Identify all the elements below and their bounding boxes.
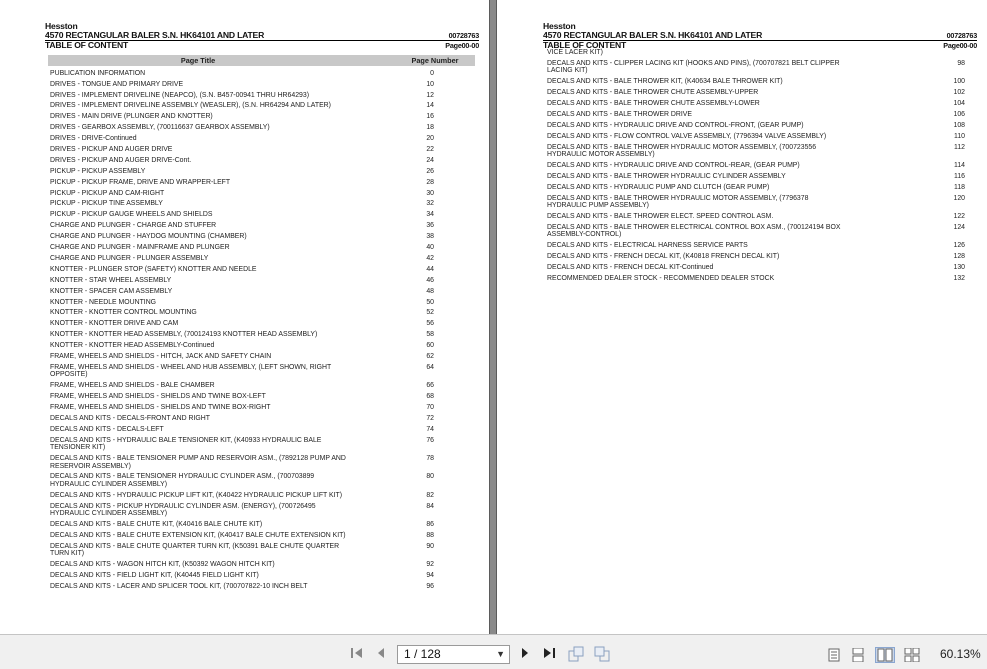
toc-entry-title: DECALS AND KITS - BALE THROWER HYDRAULIC MOTOR ASSEMBLY, (700723556 HYDRAULIC MOTOR ASSEMBLY)	[547, 143, 817, 159]
toc-entry[interactable]	[547, 222, 973, 240]
toc-entry-page-number: 40	[426, 244, 434, 252]
toc-entry[interactable]	[50, 253, 476, 264]
toc-entry-page-number: 22	[426, 146, 434, 154]
toc-entry-page-number: 78	[426, 455, 434, 463]
first-page-icon[interactable]	[350, 646, 364, 662]
two-page-view-icon[interactable]	[875, 647, 895, 663]
toc-entry-title: DECALS AND KITS - DECALS-FRONT AND RIGHT	[50, 414, 210, 422]
toc-entry-title: DECALS AND KITS - CLIPPER LACING KIT (HOOKS AND PINS), (700707821 BELT CLIPPER LACING KIT)	[547, 59, 840, 75]
toc-entry-page-number: 26	[426, 167, 434, 175]
toc-entry-title: DECALS AND KITS - BALE THROWER ELECTRICAL CONTROL BOX ASM., (700124194 BOX ASSEMBLY-CONTROL)	[547, 223, 841, 239]
toc-entry-page-number: 32	[426, 200, 434, 208]
toc-entry[interactable]	[50, 199, 476, 210]
toc-entry[interactable]	[50, 144, 476, 155]
toc-entry-page-number: 124	[953, 223, 965, 231]
table-header	[48, 55, 475, 66]
toc-entry-title: KNOTTER - KNOTTER HEAD ASSEMBLY, (700124193 KNOTTER HEAD ASSEMBLY)	[50, 331, 318, 339]
toc-entry[interactable]	[50, 220, 476, 231]
toc-entry-page-number: 130	[953, 264, 965, 272]
toc-entry-title: DECALS AND KITS - BALE TENSIONER PUMP AND RESERVOIR ASM., (7892128 PUMP AND RESERVOIR ASSEMBLY)	[50, 455, 346, 470]
toc-entry-page-number: 76	[426, 436, 434, 444]
toc-entry-page-number: 16	[426, 113, 434, 121]
toc-entry[interactable]	[50, 560, 476, 571]
toc-entry[interactable]	[547, 131, 973, 142]
toc-entry[interactable]	[547, 211, 973, 222]
rotate-right-icon[interactable]	[594, 646, 611, 664]
toc-entry-page-number: 80	[426, 473, 434, 481]
toc-entry[interactable]	[50, 472, 476, 490]
toc-entry[interactable]	[50, 402, 476, 413]
document-title: 4570 RECTANGULAR BALER S.N. HK64101 AND LATER	[543, 30, 763, 40]
toc-entry-title: FRAME, WHEELS AND SHIELDS - HITCH, JACK AND SAFETY CHAIN	[50, 352, 272, 360]
toc-entry[interactable]	[50, 340, 476, 351]
toc-entry-page-number: 120	[953, 194, 965, 202]
toc-entry-page-number: 72	[426, 414, 434, 422]
toc-entry[interactable]	[50, 166, 476, 177]
toc-entry[interactable]	[50, 329, 476, 340]
zoom-level[interactable]: 60.13%	[940, 647, 981, 661]
toc-entry-page-number: 112	[954, 143, 965, 151]
toc-entry[interactable]	[547, 98, 973, 109]
toc-entry-page-number: 122	[953, 213, 965, 221]
page-reference: Page00-00	[445, 41, 479, 50]
toc-entry[interactable]	[50, 188, 476, 199]
toc-entry[interactable]	[547, 171, 973, 182]
toc-entry-page-number: 36	[426, 222, 434, 230]
toc-entry-title: FRAME, WHEELS AND SHIELDS - SHIELDS AND TWINE BOX-RIGHT	[50, 404, 271, 412]
toc-entry-title: KNOTTER - KNOTTER HEAD ASSEMBLY-Continued	[50, 342, 215, 350]
toc-entry-page-number: 74	[426, 425, 434, 433]
toc-entry-page-number: 0	[430, 69, 434, 77]
toc-entry-title: DECALS AND KITS - BALE THROWER DRIVE	[547, 110, 692, 118]
toc-entry-title: DRIVES - MAIN DRIVE (PLUNGER AND KNOTTER)	[50, 113, 213, 121]
brand-name: Hesston	[543, 21, 576, 31]
single-page-view-icon[interactable]	[828, 648, 840, 662]
toc-entry-page-number: 98	[957, 59, 965, 67]
toc-entry-title: FRAME, WHEELS AND SHIELDS - WHEEL AND HUB ASSEMBLY, (LEFT SHOWN, RIGHT OPPOSITE)	[50, 363, 332, 379]
page-number-select[interactable]	[397, 645, 510, 664]
toc-entry-title: CHARGE AND PLUNGER - HAYDOG MOUNTING (CHAMBER)	[50, 233, 247, 241]
toc-entry-title: DECALS AND KITS - FIELD LIGHT KIT, (K40445 FIELD LIGHT KIT)	[50, 572, 259, 580]
toc-entry-page-number: 52	[426, 309, 434, 317]
toc-entry-page-number: 104	[953, 100, 965, 108]
toc-entry-page-number: 38	[426, 233, 434, 241]
toc-entry-page-number: 100	[953, 78, 965, 86]
toc-entry[interactable]	[50, 453, 476, 471]
toc-entry-page-number: 90	[426, 542, 434, 550]
toc-entry-title: DECALS AND KITS - LACER AND SPLICER TOOL KIT, (700707822-10 INCH BELT	[50, 583, 308, 591]
toc-entry[interactable]	[50, 351, 476, 362]
toc-entry[interactable]	[50, 177, 476, 188]
toc-entry[interactable]	[547, 251, 973, 262]
toc-entry-title: DECALS AND KITS - HYDRAULIC PICKUP LIFT KIT, (K40422 HYDRAULIC PICKUP LIFT KIT)	[50, 491, 343, 499]
toc-entry-title: DECALS AND KITS - WAGON HITCH KIT, (K50392 WAGON HITCH KIT)	[50, 561, 275, 569]
toc-entry-title: DECALS AND KITS - BALE CHUTE QUARTER TURN KIT, (K50391 BALE CHUTE QUARTER TURN KIT)	[50, 542, 340, 558]
toc-entry[interactable]	[50, 362, 476, 380]
toc-entry-title: RECOMMENDED DEALER STOCK - RECOMMENDED DEALER STOCK	[547, 275, 775, 283]
toc-entry[interactable]	[50, 210, 476, 221]
toc-entry-title: CHARGE AND PLUNGER - MAINFRAME AND PLUNGER	[50, 244, 230, 252]
toc-entry-title: DRIVES - IMPLEMENT DRIVELINE ASSEMBLY (WEASLER), (S.N. HR64294 AND LATER)	[50, 102, 331, 110]
toc-entry-page-number: 92	[426, 561, 434, 569]
toc-entry[interactable]	[50, 413, 476, 424]
toc-entry[interactable]	[547, 273, 973, 284]
toc-entry-page-number: 110	[954, 132, 965, 140]
toc-entry-title: DECALS AND KITS - HYDRAULIC BALE TENSIONER KIT, (K40933 HYDRAULIC BALE TENSIONER KIT)	[50, 436, 322, 452]
toc-entry-title: DECALS AND KITS - BALE THROWER HYDRAULIC MOTOR ASSEMBLY, (7796378 HYDRAULIC PUMP ASSEMBLY)	[547, 194, 809, 210]
toc-entry-page-number: 56	[426, 320, 434, 328]
toc-entry[interactable]	[50, 424, 476, 435]
toc-entry-page-number: 24	[426, 156, 434, 164]
toc-entry[interactable]	[50, 122, 476, 133]
toc-entry-page-number: 64	[426, 363, 434, 371]
toc-entry[interactable]	[50, 380, 476, 391]
toc-entry-page-number: 128	[953, 253, 965, 261]
toc-entry-title: DRIVES - PICKUP AND AUGER DRIVE	[50, 146, 173, 154]
toc-entry-page-number: 48	[426, 287, 434, 295]
document-code: 00728763	[448, 31, 479, 40]
toc-entry[interactable]	[547, 241, 973, 252]
toc-entry[interactable]	[50, 530, 476, 541]
toc-entry-title: PUBLICATION INFORMATION	[50, 69, 146, 77]
document-code: 00728763	[946, 31, 977, 40]
document-page-right	[497, 0, 987, 634]
toc-entry-page-number: 14	[426, 102, 434, 110]
toc-entry-title: DECALS AND KITS - FLOW CONTROL VALVE ASSEMBLY, (7796394 VALVE ASSEMBLY)	[547, 132, 827, 140]
toc-entry-title: KNOTTER - SPACER CAM ASSEMBLY	[50, 287, 173, 295]
toc-entry-title: PICKUP - PICKUP GAUGE WHEELS AND SHIELDS	[50, 211, 213, 219]
toc-entry-title: DRIVES - IMPLEMENT DRIVELINE (NEAPCO), (S.N. B457-00941 THRU HR64293)	[50, 91, 309, 99]
toc-entry[interactable]	[50, 490, 476, 501]
toc-entry-page-number: 34	[426, 211, 434, 219]
toc-entry-title: DECALS AND KITS - BALE CHUTE EXTENSION KIT, (K40417 BALE CHUTE EXTENSION KIT)	[50, 532, 346, 540]
chevron-down-icon: ▼	[496, 649, 505, 659]
toc-entry-title: DECALS AND KITS - HYDRAULIC DRIVE AND CONTROL-REAR, (GEAR PUMP)	[547, 162, 800, 170]
rotate-left-icon[interactable]	[568, 646, 585, 664]
toc-entry[interactable]	[50, 286, 476, 297]
document-title: 4570 RECTANGULAR BALER S.N. HK64101 AND LATER	[45, 30, 265, 40]
toc-entry-title: DECALS AND KITS - HYDRAULIC PUMP AND CLUTCH (GEAR PUMP)	[547, 183, 770, 191]
toc-entry[interactable]	[50, 275, 476, 286]
toc-entry-carryover	[547, 49, 973, 58]
toc-entry-page-number: 28	[426, 178, 434, 186]
toc-entry-title: PICKUP - PICKUP FRAME, DRIVE AND WRAPPER-LEFT	[50, 178, 231, 186]
toc-entry-title: DECALS AND KITS - FRENCH DECAL KIT-Continued	[547, 264, 714, 272]
toc-entry-page-number: 30	[426, 189, 434, 197]
toc-entry-page-number: 60	[426, 342, 434, 350]
last-page-icon[interactable]	[542, 646, 556, 662]
toc-entry-page-number: 10	[426, 80, 434, 88]
toc-entry-title: KNOTTER - NEEDLE MOUNTING	[50, 298, 157, 306]
toc-entry[interactable]	[547, 193, 973, 211]
toc-entry-title: DECALS AND KITS - FRENCH DECAL KIT, (K40818 FRENCH DECAL KIT)	[547, 253, 780, 261]
toc-entry-page-number: 88	[426, 532, 434, 540]
toc-entry-page-number: 12	[426, 91, 434, 99]
toc-entry-page-number: 18	[426, 124, 434, 132]
toc-entry-title: DECALS AND KITS - DECALS-LEFT	[50, 425, 164, 433]
toc-entry[interactable]	[547, 142, 973, 160]
toc-entry-page-number: 70	[426, 404, 434, 412]
toc-entry-page-number: 114	[954, 162, 965, 170]
toc-entry-page-number: 46	[426, 276, 434, 284]
toc-entry[interactable]	[50, 101, 476, 112]
brand-name: Hesston	[45, 21, 78, 31]
document-page-left	[0, 0, 489, 634]
toc-entry[interactable]	[50, 133, 476, 144]
toc-entry-page-number: 82	[426, 491, 434, 499]
toc-entry-title: DECALS AND KITS - BALE THROWER CHUTE ASSEMBLY-UPPER	[547, 89, 759, 97]
toc-entry-page-number: 84	[426, 502, 434, 510]
toc-entry-title: DRIVES - GEARBOX ASSEMBLY, (700116637 GEARBOX ASSEMBLY)	[50, 124, 270, 132]
toc-entry-title: DRIVES - TONGUE AND PRIMARY DRIVE	[50, 80, 184, 88]
toc-list-right	[547, 49, 973, 284]
continuous-view-icon[interactable]	[852, 648, 864, 662]
toc-entry-page-number: 96	[426, 583, 434, 591]
toc-entry[interactable]	[50, 242, 476, 253]
toc-entry[interactable]	[50, 68, 476, 79]
toc-entry-title: DRIVES - PICKUP AND AUGER DRIVE-Cont.	[50, 156, 192, 164]
toc-entry[interactable]	[50, 435, 476, 453]
toc-entry-title: DECALS AND KITS - PICKUP HYDRAULIC CYLINDER ASM. (ENERGY), (700726495 HYDRAULIC CYLINDER ASSEMBLY)	[50, 502, 316, 518]
toc-entry-page-number: 44	[426, 265, 434, 273]
toc-entry[interactable]	[50, 308, 476, 319]
toc-entry-title: PICKUP - PICKUP ASSEMBLY	[50, 167, 146, 175]
toc-heading: TABLE OF CONTENT	[45, 40, 129, 50]
toc-entry-title: DECALS AND KITS - HYDRAULIC DRIVE AND CONTROL-FRONT, (GEAR PUMP)	[547, 121, 804, 129]
toc-entry[interactable]	[50, 541, 476, 559]
toc-entry-title: PICKUP - PICKUP TINE ASSEMBLY	[50, 200, 163, 208]
toc-entry-title: DECALS AND KITS - BALE CHUTE KIT, (K40416 BALE CHUTE KIT)	[50, 521, 263, 529]
toc-entry[interactable]	[547, 76, 973, 87]
toc-entry-title: FRAME, WHEELS AND SHIELDS - BALE CHAMBER	[50, 382, 215, 390]
toc-entry-page-number: 94	[426, 572, 434, 580]
toc-entry-page-number: 50	[426, 298, 434, 306]
toc-entry[interactable]	[50, 519, 476, 530]
toc-entry-page-number: 126	[953, 242, 965, 250]
page-indicator: 1 / 128	[404, 647, 441, 661]
toc-entry-title: DECALS AND KITS - ELECTRICAL HARNESS SERVICE PARTS	[547, 242, 748, 250]
page-header	[543, 22, 977, 50]
toc-entry-title: KNOTTER - KNOTTER CONTROL MOUNTING	[50, 309, 197, 317]
toc-entry-page-number: 118	[954, 183, 965, 191]
toc-entry[interactable]	[50, 79, 476, 90]
toc-entry[interactable]	[50, 90, 476, 101]
toc-entry-page-number: 86	[426, 521, 434, 529]
toc-entry-title: CHARGE AND PLUNGER - CHARGE AND STUFFER	[50, 222, 217, 230]
page-reference: Page00-00	[943, 41, 977, 50]
toc-entry[interactable]	[50, 318, 476, 329]
toc-entry-page-number: 20	[426, 135, 434, 143]
toc-entry-page-number: 102	[953, 89, 965, 97]
toc-entry-page-number: 66	[426, 382, 434, 390]
toc-entry[interactable]	[50, 501, 476, 519]
toc-entry-title: DECALS AND KITS - BALE THROWER KIT, (K40634 BALE THROWER KIT)	[547, 78, 783, 86]
next-page-icon[interactable]	[520, 646, 530, 662]
toc-entry[interactable]	[547, 87, 973, 98]
prev-page-icon[interactable]	[376, 646, 386, 662]
toc-entry[interactable]	[50, 231, 476, 242]
page-header	[45, 22, 479, 50]
toc-entry-title: CHARGE AND PLUNGER - PLUNGER ASSEMBLY	[50, 254, 209, 262]
toc-entry[interactable]	[547, 120, 973, 131]
toc-entry-title: DECALS AND KITS - BALE THROWER CHUTE ASSEMBLY-LOWER	[547, 100, 760, 108]
toc-entry[interactable]	[50, 391, 476, 402]
toc-heading: TABLE OF CONTENT	[543, 40, 627, 50]
toc-entry[interactable]	[50, 264, 476, 275]
toc-entry-page-number: 108	[953, 121, 965, 129]
toc-list-left	[50, 68, 476, 592]
toc-entry-title: DECALS AND KITS - BALE TENSIONER HYDRAULIC CYLINDER ASM., (700703899 HYDRAULIC CYLINDER ASSEMBLY)	[50, 473, 315, 488]
toc-entry-title: KNOTTER - KNOTTER DRIVE AND CAM	[50, 320, 179, 328]
toc-entry[interactable]	[547, 109, 973, 120]
column-header-title: Page Title	[180, 56, 216, 65]
toc-entry[interactable]	[547, 182, 973, 193]
toc-entry-page-number: 58	[426, 331, 434, 339]
toc-entry-page-number: 42	[426, 254, 434, 262]
toc-entry[interactable]	[50, 570, 476, 581]
toc-entry[interactable]	[50, 155, 476, 166]
toc-entry[interactable]	[50, 297, 476, 308]
toc-entry-page-number: 68	[426, 393, 434, 401]
toc-entry-page-number: 106	[953, 110, 965, 118]
toc-entry-page-number: 116	[954, 172, 965, 180]
toc-entry-title: FRAME, WHEELS AND SHIELDS - SHIELDS AND TWINE BOX-LEFT	[50, 393, 266, 401]
toc-entry[interactable]	[50, 581, 476, 592]
column-header-number: Page Number	[411, 56, 459, 65]
toc-entry[interactable]	[547, 262, 973, 273]
toc-entry[interactable]	[547, 160, 973, 171]
toc-entry-title: PICKUP - PICKUP AND CAM-RIGHT	[50, 189, 165, 197]
toc-entry-title: KNOTTER - PLUNGER STOP (SAFETY) KNOTTER AND NEEDLE	[50, 265, 257, 273]
toc-entry-title: VICE LACER KIT)	[547, 49, 603, 56]
toc-entry-title: DECALS AND KITS - BALE THROWER HYDRAULIC CYLINDER ASSEMBLY	[547, 172, 786, 180]
toc-entry-title: KNOTTER - STAR WHEEL ASSEMBLY	[50, 276, 172, 284]
two-page-continuous-icon[interactable]	[904, 648, 920, 662]
toc-entry[interactable]	[50, 112, 476, 123]
toc-entry-title: DECALS AND KITS - BALE THROWER ELECT. SPEED CONTROL ASM.	[547, 213, 774, 221]
page-divider	[489, 0, 497, 634]
toc-entry-page-number: 132	[953, 275, 965, 283]
toc-entry[interactable]	[547, 58, 973, 76]
toc-entry-title: DRIVES - DRIVE-Continued	[50, 135, 137, 143]
viewer-toolbar	[0, 634, 987, 669]
toc-entry-page-number: 62	[426, 352, 434, 360]
